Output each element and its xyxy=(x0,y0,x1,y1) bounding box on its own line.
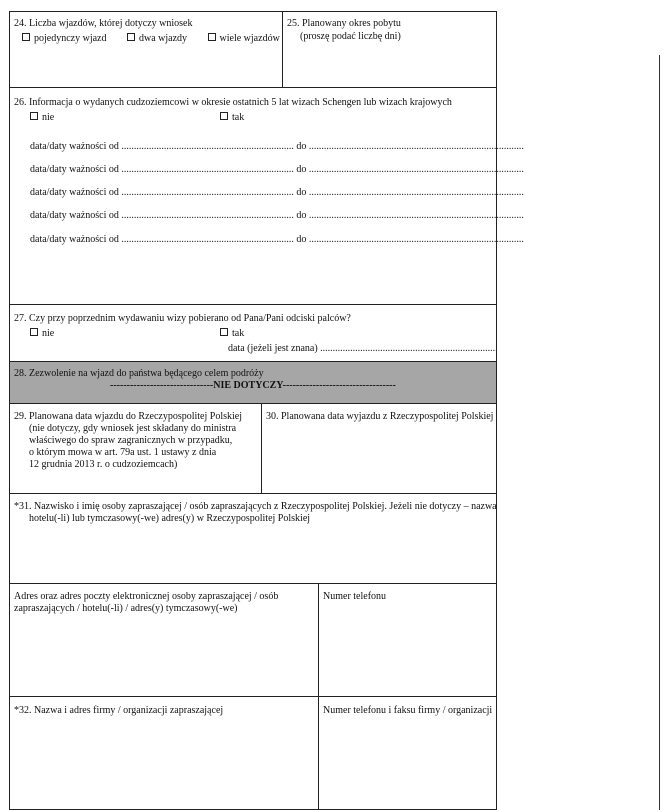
section-31-line-2: hotelu(-li) lub tymczasowy(-we) adres(y) w Rzeczypospolitej Polskiej xyxy=(29,513,311,524)
section-29-line-5: 12 grudnia 2013 r. o cudzoziemcach) xyxy=(29,459,178,470)
section-30-label: 30. Planowana data wyjazdu z Rzeczypospolitej Polskiej xyxy=(266,411,494,422)
visa-validity-row[interactable]: data/daty ważności od ..................................................................... do ...................................................................................... xyxy=(30,210,524,221)
option-two-entries[interactable]: dwa wjazdy xyxy=(127,33,187,45)
checkbox-single-entry[interactable] xyxy=(22,33,30,41)
checkbox-26-no[interactable] xyxy=(30,112,38,120)
address-label-line-1: Adres oraz adres poczty elektronicznej osoby zapraszającej / osób xyxy=(14,591,279,602)
section-29-line-2: (nie dotyczy, gdy wniosek jest składany do ministra xyxy=(29,423,237,434)
section-29-line-3: właściwego do spraw zagranicznych w przypadku, xyxy=(29,435,233,446)
visa-validity-row[interactable]: data/daty ważności od ..................................................................... do ...................................................................................... xyxy=(30,141,524,152)
fingerprint-date-field[interactable]: data (jeżeli jest znana) ....................................................................... xyxy=(228,343,498,354)
checkbox-26-yes[interactable] xyxy=(220,112,228,120)
section-25-label: 25. Planowany okres pobytu xyxy=(287,18,401,29)
section-29-line-4: o którym mowa w art. 79a ust. 1 ustawy z dnia xyxy=(29,447,217,458)
address-label-line-2: zapraszających / hotelu(-li) / adres(y) tymczasowy(-we) xyxy=(14,603,238,614)
section-27-label: 27. Czy przy poprzednim wydawaniu wizy pobierano od Pana/Pani odciski palców? xyxy=(14,313,351,324)
section-26-label: 26. Informacja o wydanych cudzoziemcowi w okresie ostatnich 5 lat wizach Schengen lub wizach krajowych xyxy=(14,97,452,108)
section-24-options xyxy=(22,33,298,45)
visa-validity-row[interactable]: data/daty ważności od ..................................................................... do ...................................................................................... xyxy=(30,164,524,175)
section-31-line-1: *31. Nazwisko i imię osoby zapraszającej / osób zapraszających z Rzeczypospolitej Polskiej. Jeżeli nie dotyczy – nazwa xyxy=(14,501,497,512)
page-edge-line xyxy=(659,55,660,810)
option-single-entry[interactable]: pojedynczy wjazd xyxy=(22,33,106,45)
section-28-value: -------------------------------NIE DOTYCZY---------------------------------- xyxy=(110,380,396,391)
checkbox-multiple-entries[interactable] xyxy=(208,33,216,41)
company-phone-label: Numer telefonu i faksu firmy / organizacji xyxy=(323,705,493,716)
section-32-label: *32. Nazwa i adres firmy / organizacji zapraszającej xyxy=(14,705,224,716)
option-multiple-entries[interactable]: wiele wjazdów xyxy=(208,33,280,45)
section-27-yes-option[interactable]: tak xyxy=(220,328,244,340)
checkbox-two-entries[interactable] xyxy=(127,33,135,41)
section-24-label: 24. Liczba wjazdów, której dotyczy wniosek xyxy=(14,18,193,29)
visa-validity-row[interactable]: data/daty ważności od ..................................................................... do ...................................................................................... xyxy=(30,187,524,198)
section-28-label: 28. Zezwolenie na wjazd do państwa będącego celem podróży xyxy=(14,368,264,379)
section-25-hint: (proszę podać liczbę dni) xyxy=(300,31,401,42)
section-26-yes-option[interactable]: tak xyxy=(220,112,244,124)
section-27-no-option[interactable]: nie xyxy=(30,328,54,340)
checkbox-27-no[interactable] xyxy=(30,328,38,336)
section-29-line-1: 29. Planowana data wjazdu do Rzeczypospolitej Polskiej xyxy=(14,411,243,422)
section-26-no-option[interactable]: nie xyxy=(30,112,54,124)
phone-label: Numer telefonu xyxy=(323,591,387,602)
checkbox-27-yes[interactable] xyxy=(220,328,228,336)
visa-validity-row[interactable]: data/daty ważności od ..................................................................... do ...................................................................................... xyxy=(30,234,524,245)
